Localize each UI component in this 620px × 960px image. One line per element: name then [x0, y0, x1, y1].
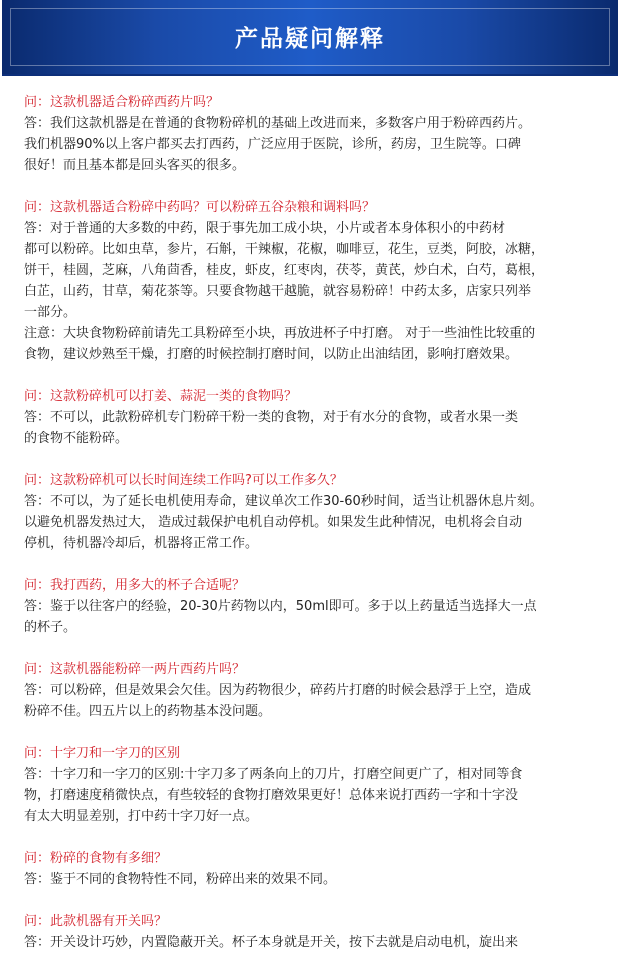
faq-answer-line: 答：不可以，此款粉碎机专门粉碎干粉一类的食物，对于有水分的食物，或者水果一类	[24, 410, 519, 425]
faq-list	[0, 76, 620, 953]
faq-answer-line: 很好！而且基本都是回头客买的很多。	[24, 158, 246, 173]
faq-answer-line: 停机，待机器冷却后，机器将正常工作。	[24, 536, 259, 551]
faq-item	[24, 911, 596, 953]
faq-answer-line: 饼干，桂圆，芝麻，八角茴香，桂皮，虾皮，红枣肉，茯苓，黄芪，炒白术，白芍，葛根，	[24, 263, 545, 278]
faq-answer-line: 我们机器90%以上客户都买去打西药，广泛应用于医院，诊所，药房，卫生院等。口碑	[24, 137, 521, 152]
faq-item	[24, 386, 596, 449]
faq-question: 问：这款粉碎机可以打姜、蒜泥一类的食物吗？	[24, 389, 298, 404]
faq-item	[24, 92, 596, 176]
faq-question: 问：这款粉碎机可以长时间连续工作吗?可以工作多久？	[24, 473, 343, 488]
faq-answer-line: 的杯子。	[24, 620, 77, 635]
faq-item	[24, 659, 596, 722]
faq-question: 问：这款机器适合粉碎西药片吗？	[24, 95, 220, 110]
faq-answer-line: 答：对于普通的大多数的中药，限于事先加工成小块，小片或者本身体积小的中药材	[24, 221, 506, 236]
faq-question: 问：粉碎的食物有多细？	[24, 851, 168, 866]
faq-answer-line: 物，打磨速度稍微快点，有些较轻的食物打磨效果更好！总体来说打西药一字和十字没	[24, 788, 519, 803]
faq-answer-line: 答：我们这款机器是在普通的食物粉碎机的基础上改进而来，多数客户用于粉碎西药片。	[24, 116, 532, 131]
faq-answer-line: 粉碎不佳。四五片以上的药物基本没问题。	[24, 704, 272, 719]
faq-answer-line: 有太大明显差别，打中药十字刀好一点。	[24, 809, 259, 824]
faq-answer-line: 白芷，山药，甘草，菊花茶等。只要食物越干越脆，就容易粉碎！中药太多，店家只列举	[24, 284, 532, 299]
faq-answer-line: 都可以粉碎。比如虫草，参片，石斛，干辣椒，花椒，咖啡豆，花生，豆类，阿胶，冰糖，	[24, 242, 545, 257]
faq-question: 问：我打西药，用多大的杯子合适呢？	[24, 578, 246, 593]
faq-answer-line: 答：可以粉碎，但是效果会欠佳。因为药物很少，碎药片打磨的时候会悬浮于上空，造成	[24, 683, 532, 698]
faq-answer-line: 食物，建议炒熟至干燥，打磨的时候控制打磨时间，以防止出油结团，影响打磨效果。	[24, 347, 519, 362]
faq-answer-line: 以避免机器发热过大， 造成过载保护电机自动停机。如果发生此种情况，电机将会自动	[24, 515, 523, 530]
faq-item	[24, 470, 596, 554]
faq-answer-line: 答：十字刀和一字刀的区别:十字刀多了两条向上的刀片，打磨空间更广了，相对同等食	[24, 767, 523, 782]
faq-question: 问：此款机器有开关吗？	[24, 914, 168, 929]
faq-item	[24, 743, 596, 827]
faq-answer-line: 的食物不能粉碎。	[24, 431, 129, 446]
faq-answer-line: 一部分。	[24, 305, 77, 320]
faq-question: 问：十字刀和一字刀的区别	[24, 746, 181, 761]
faq-answer-line: 答：不可以，为了延长电机使用寿命，建议单次工作30-60秒时间，适当让机器休息片刻。	[24, 494, 543, 509]
faq-question: 问：这款机器适合粉碎中药吗？可以粉碎五谷杂粮和调料吗？	[24, 200, 376, 215]
faq-answer-line: 答：开关设计巧妙，内置隐蔽开关。杯子本身就是开关，按下去就是启动电机，旋出来	[24, 935, 519, 950]
faq-item	[24, 848, 596, 890]
faq-item	[24, 575, 596, 638]
faq-item	[24, 197, 596, 365]
page-title: 产品疑问解释	[235, 26, 385, 52]
faq-answer-line: 注意：大块食物粉碎前请先工具粉碎至小块，再放进杯子中打磨。 对于一些油性比较重的	[24, 326, 536, 341]
faq-answer-line: 答：鉴于不同的食物特性不同，粉碎出来的效果不同。	[24, 872, 337, 887]
faq-answer-line: 答：鉴于以往客户的经验，20-30片药物以内，50ml即可。多于以上药量适当选择大一点	[24, 599, 537, 614]
faq-question: 问：这款机器能粉碎一两片西药片吗？	[24, 662, 246, 677]
header-banner	[2, 0, 618, 76]
